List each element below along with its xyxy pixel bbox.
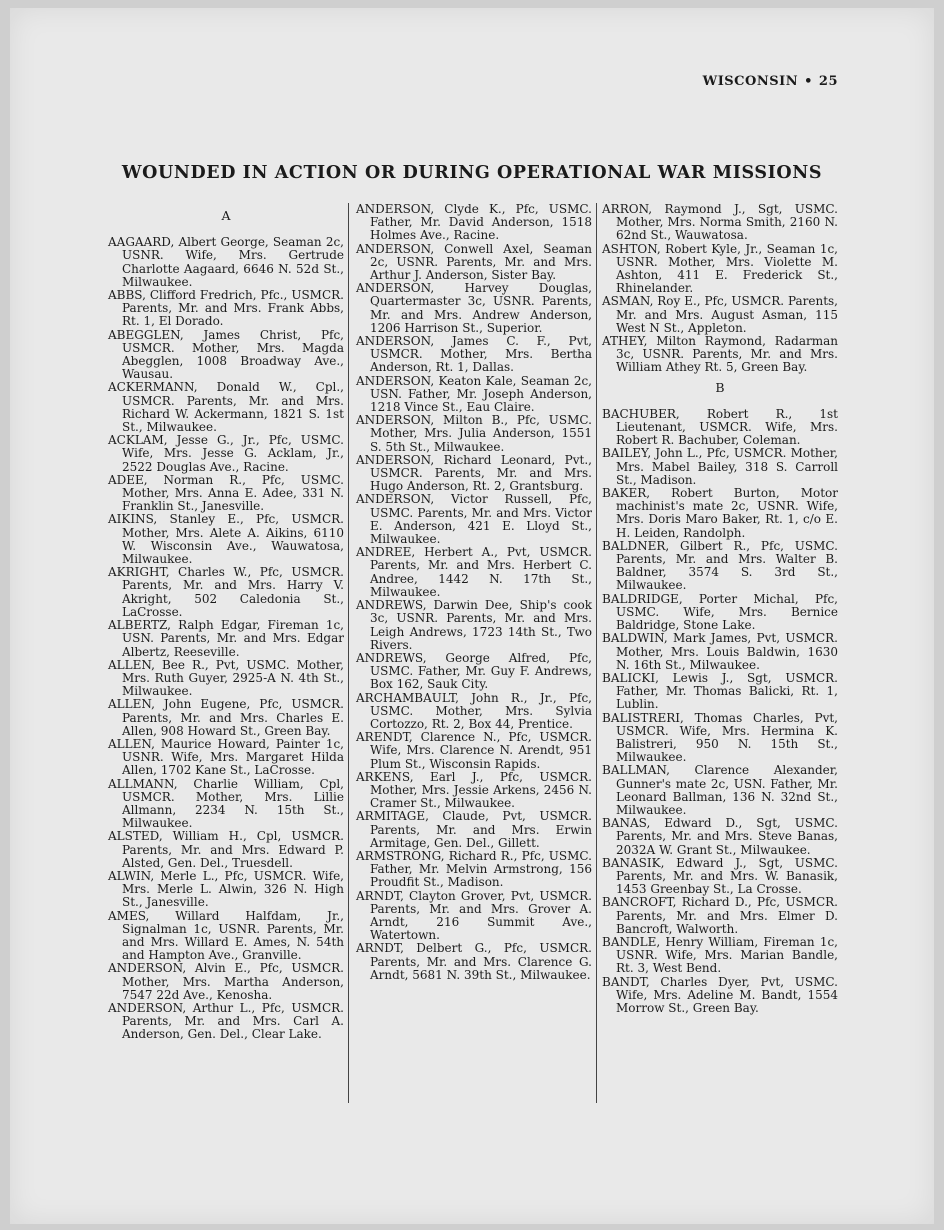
casualty-entry: ADEE, Norman R., Pfc, USMC. Mother, Mrs. Anna E. Adee, 331 N. Franklin St., Janesville. xyxy=(108,472,344,514)
casualty-entry: ATHEY, Milton Raymond, Radarman 3c, USNR. Parents, Mr. and Mrs. William Athey Rt. 5, Green Bay. xyxy=(602,334,838,375)
casualty-entry: ANDERSON, James C. F., Pvt, USMCR. Mother, Mrs. Bertha Anderson, Rt. 1, Dallas. xyxy=(356,334,592,375)
casualty-entry: ANDERSON, Richard Leonard, Pvt., USMCR. Parents, Mr. and Mrs. Hugo Anderson, Rt. 2, Grantsburg. xyxy=(356,452,592,494)
casualty-entry: BAILEY, John L., Pfc, USMCR. Mother, Mrs. Mabel Bailey, 318 S. Carroll St., Madison. xyxy=(602,446,838,487)
running-head xyxy=(703,74,838,89)
casualty-entry: ABEGGLEN, James Christ, Pfc, USMCR. Mother, Mrs. Magda Abegglen, 1008 Broadway Ave., Wausau. xyxy=(108,327,344,382)
casualty-entry: ANDREWS, Darwin Dee, Ship's cook 3c, USNR. Parents, Mr. and Mrs. Leigh Andrews, 1723 14th St., Two Rivers. xyxy=(356,598,592,652)
casualty-entry: ANDERSON, Clyde K., Pfc, USMC. Father, Mr. David Anderson, 1518 Holmes Ave., Racine. xyxy=(356,202,592,243)
column-divider xyxy=(348,203,349,1103)
casualty-entry: AIKINS, Stanley E., Pfc, USMCR. Mother, Mrs. Alete A. Aikins, 6110 W. Wisconsin Ave., Wauwatosa, Milwaukee. xyxy=(108,512,344,567)
casualty-entry: ALBERTZ, Ralph Edgar, Fireman 1c, USN. Parents, Mr. and Mrs. Edgar Albertz, Reeseville. xyxy=(108,618,344,659)
state-name: WISCONSIN xyxy=(702,74,799,89)
casualty-entry: ANDERSON, Arthur L., Pfc, USMCR. Parents, Mr. and Mrs. Carl A. Anderson, Gen. Del., Clear Lake. xyxy=(108,1000,344,1042)
casualty-entry: ARKENS, Earl J., Pfc, USMCR. Mother, Mrs. Jessie Arkens, 2456 N. Cramer St., Milwaukee. xyxy=(356,769,592,811)
casualty-entry: ANDERSON, Conwell Axel, Seaman 2c, USNR. Parents, Mr. and Mrs. Arthur J. Anderson, Sister Bay. xyxy=(356,241,592,283)
casualty-entry: ANDERSON, Alvin E., Pfc, USMCR. Mother, Mrs. Martha Anderson, 7547 22d Ave., Kenosha. xyxy=(108,961,344,1002)
casualty-entry: ARNDT, Clayton Grover, Pvt, USMCR. Parents, Mr. and Mrs. Grover A. Arndt, 216 Summit Ave., Watertown. xyxy=(356,888,592,943)
casualty-entry: ARMITAGE, Claude, Pvt, USMCR. Parents, Mr. and Mrs. Erwin Armitage, Gen. Del., Gillett. xyxy=(356,809,592,850)
casualty-entry: ARENDT, Clarence N., Pfc, USMCR. Wife, Mrs. Clarence N. Arendt, 951 Plum St., Wisconsin Rapids. xyxy=(356,730,592,771)
casualty-entry: AAGAARD, Albert George, Seaman 2c, USNR. Wife, Mrs. Gertrude Charlotte Aagaard, 6646 N. 52d St., Milwaukee. xyxy=(108,235,344,289)
casualty-entry: BANDLE, Henry William, Fireman 1c, USNR. Wife, Mrs. Marian Bandle, Rt. 3, West Bend. xyxy=(602,934,838,976)
casualty-entry: BANASIK, Edward J., Sgt, USMC. Parents, Mr. and Mrs. W. Banasik, 1453 Greenbay St., La Crosse. xyxy=(602,855,838,897)
column-3 xyxy=(602,203,838,1015)
casualty-entry: ACKERMANN, Donald W., Cpl., USMCR. Parents, Mr. and Mrs. Richard W. Ackermann, 1821 S. 1st St., Milwaukee. xyxy=(108,380,344,435)
section-letter: B xyxy=(715,379,725,395)
casualty-entry: BANAS, Edward D., Sgt, USMC. Parents, Mr. and Mrs. Steve Banas, 2032A W. Grant St., Milwaukee. xyxy=(602,816,838,857)
casualty-entry: ANDERSON, Harvey Douglas, Quartermaster 3c, USNR. Parents, Mr. and Mrs. Andrew Anderson, 1206 Harrison St., Superior. xyxy=(356,281,592,335)
casualty-entry: AKRIGHT, Charles W., Pfc, USMCR. Parents, Mr. and Mrs. Harry V. Akright, 502 Caledonia St., LaCrosse. xyxy=(108,565,344,619)
casualty-entry: BAKER, Robert Burton, Motor machinist's mate 2c, USNR. Wife, Mrs. Doris Maro Baker, Rt. 1, c/o E. H. Leiden, Randolph. xyxy=(602,486,838,540)
casualty-entry: ASMAN, Roy E., Pfc, USMCR. Parents, Mr. and Mrs. August Asman, 115 West N St., Appleton. xyxy=(602,294,838,335)
section-letter: A xyxy=(221,208,231,223)
casualty-entry: ABBS, Clifford Fredrich, Pfc., USMCR. Parents, Mr. and Mrs. Frank Abbs, Rt. 1, El Dorado. xyxy=(108,288,344,329)
casualty-entry: BALDNER, Gilbert R., Pfc, USMC. Parents, Mr. and Mrs. Walter B. Baldner, 3574 S. 3rd St., Milwaukee. xyxy=(602,538,838,593)
casualty-entry: ARCHAMBAULT, John R., Jr., Pfc, USMC. Mother, Mrs. Sylvia Cortozzo, Rt. 2, Box 44, Prentice. xyxy=(356,690,592,731)
page-title: WOUNDED IN ACTION OR DURING OPERATIONAL WAR MISSIONS xyxy=(121,163,823,183)
column-1 xyxy=(108,203,344,1042)
casualty-entry: BANCROFT, Richard D., Pfc, USMCR. Parents, Mr. and Mrs. Elmer D. Bancroft, Walworth. xyxy=(602,895,838,936)
casualty-entry: BALDWIN, Mark James, Pvt, USMCR. Mother, Mrs. Louis Baldwin, 1630 N. 16th St., Milwaukee. xyxy=(602,631,838,672)
casualty-entry: BACHUBER, Robert R., 1st Lieutenant, USMCR. Wife, Mrs. Robert R. Bachuber, Coleman. xyxy=(602,406,838,448)
casualty-entry: ALLEN, Maurice Howard, Painter 1c, USNR. Wife, Mrs. Margaret Hilda Allen, 1702 Kane St., LaCrosse. xyxy=(108,736,344,778)
casualty-entry: BALICKI, Lewis J., Sgt, USMCR. Father, Mr. Thomas Balicki, Rt. 1, Lublin. xyxy=(602,670,838,712)
casualty-entry: ALLEN, John Eugene, Pfc, USMCR. Parents, Mr. and Mrs. Charles E. Allen, 908 Howard St., Green Bay. xyxy=(108,697,344,738)
casualty-entry: ANDREWS, George Alfred, Pfc, USMC. Father, Mr. Guy F. Andrews, Box 162, Sauk City. xyxy=(356,650,592,692)
casualty-entry: ARNDT, Delbert G., Pfc, USMCR. Parents, Mr. and Mrs. Clarence G. Arndt, 5681 N. 39th St., Milwaukee. xyxy=(356,941,592,982)
casualty-entry: BALLMAN, Clarence Alexander, Gunner's mate 2c, USN. Father, Mr. Leonard Ballman, 136 N. 32nd St., Milwaukee. xyxy=(602,763,838,817)
casualty-entry: ALWIN, Merle L., Pfc, USMCR. Wife, Mrs. Merle L. Alwin, 326 N. High St., Janesville. xyxy=(108,868,344,910)
casualty-entry: ANDERSON, Keaton Kale, Seaman 2c, USN. Father, Mr. Joseph Anderson, 1218 Vince St., Eau Claire. xyxy=(356,373,592,415)
casualty-entry: AMES, Willard Halfdam, Jr., Signalman 1c, USNR. Parents, Mr. and Mrs. Willard E. Ames, N. 54th and Hampton Ave., Granville. xyxy=(108,908,344,963)
casualty-entry: ANDREE, Herbert A., Pvt, USMCR. Parents, Mr. and Mrs. Herbert C. Andree, 1442 N. 17th St., Milwaukee. xyxy=(356,545,592,599)
casualty-entry: ARRON, Raymond J., Sgt, USMC. Mother, Mrs. Norma Smith, 2160 N. 62nd St., Wauwatosa. xyxy=(602,202,838,243)
casualty-entry: ALSTED, William H., Cpl, USMCR. Parents, Mr. and Mrs. Edward P. Alsted, Gen. Del., Truesdell. xyxy=(108,829,344,870)
casualty-entry: BALDRIDGE, Porter Michal, Pfc, USMC. Wife, Mrs. Bernice Baldridge, Stone Lake. xyxy=(602,591,838,633)
casualty-entry: ANDERSON, Victor Russell, Pfc, USMC. Parents, Mr. and Mrs. Victor E. Anderson, 421 E. Lloyd St., Milwaukee. xyxy=(356,492,592,547)
casualty-entry: ALLEN, Bee R., Pvt, USMC. Mother, Mrs. Ruth Guyer, 2925-A N. 4th St., Milwaukee. xyxy=(108,657,344,699)
casualty-entry: ASHTON, Robert Kyle, Jr., Seaman 1c, USNR. Mother, Mrs. Violette M. Ashton, 411 E. Frederick St., Rhinelander. xyxy=(602,241,838,296)
casualty-entry: BALISTRERI, Thomas Charles, Pvt, USMCR. Wife, Mrs. Hermina K. Balistreri, 950 N. 15th St., Milwaukee. xyxy=(602,710,838,765)
column-2 xyxy=(356,203,592,982)
casualty-entry: ALLMANN, Charlie William, Cpl, USMCR. Mother, Mrs. Lillie Allmann, 2234 N. 15th St., Milwaukee. xyxy=(108,776,344,831)
column-divider xyxy=(596,203,597,1103)
page-number: 25 xyxy=(818,74,838,89)
casualty-entry: BANDT, Charles Dyer, Pvt, USMC. Wife, Mrs. Adeline M. Bandt, 1554 Morrow St., Green Bay. xyxy=(602,974,838,1015)
casualty-entry: ACKLAM, Jesse G., Jr., Pfc, USMC. Wife, Mrs. Jesse G. Acklam, Jr., 2522 Douglas Ave., Racine. xyxy=(108,433,344,474)
casualty-entry: ARMSTRONG, Richard R., Pfc, USMC. Father, Mr. Melvin Armstrong, 156 Proudfit St., Madison. xyxy=(356,848,592,890)
casualty-entry: ANDERSON, Milton B., Pfc, USMC. Mother, Mrs. Julia Anderson, 1551 S. 5th St., Milwaukee. xyxy=(356,413,592,454)
separator-dot: • xyxy=(804,74,813,89)
